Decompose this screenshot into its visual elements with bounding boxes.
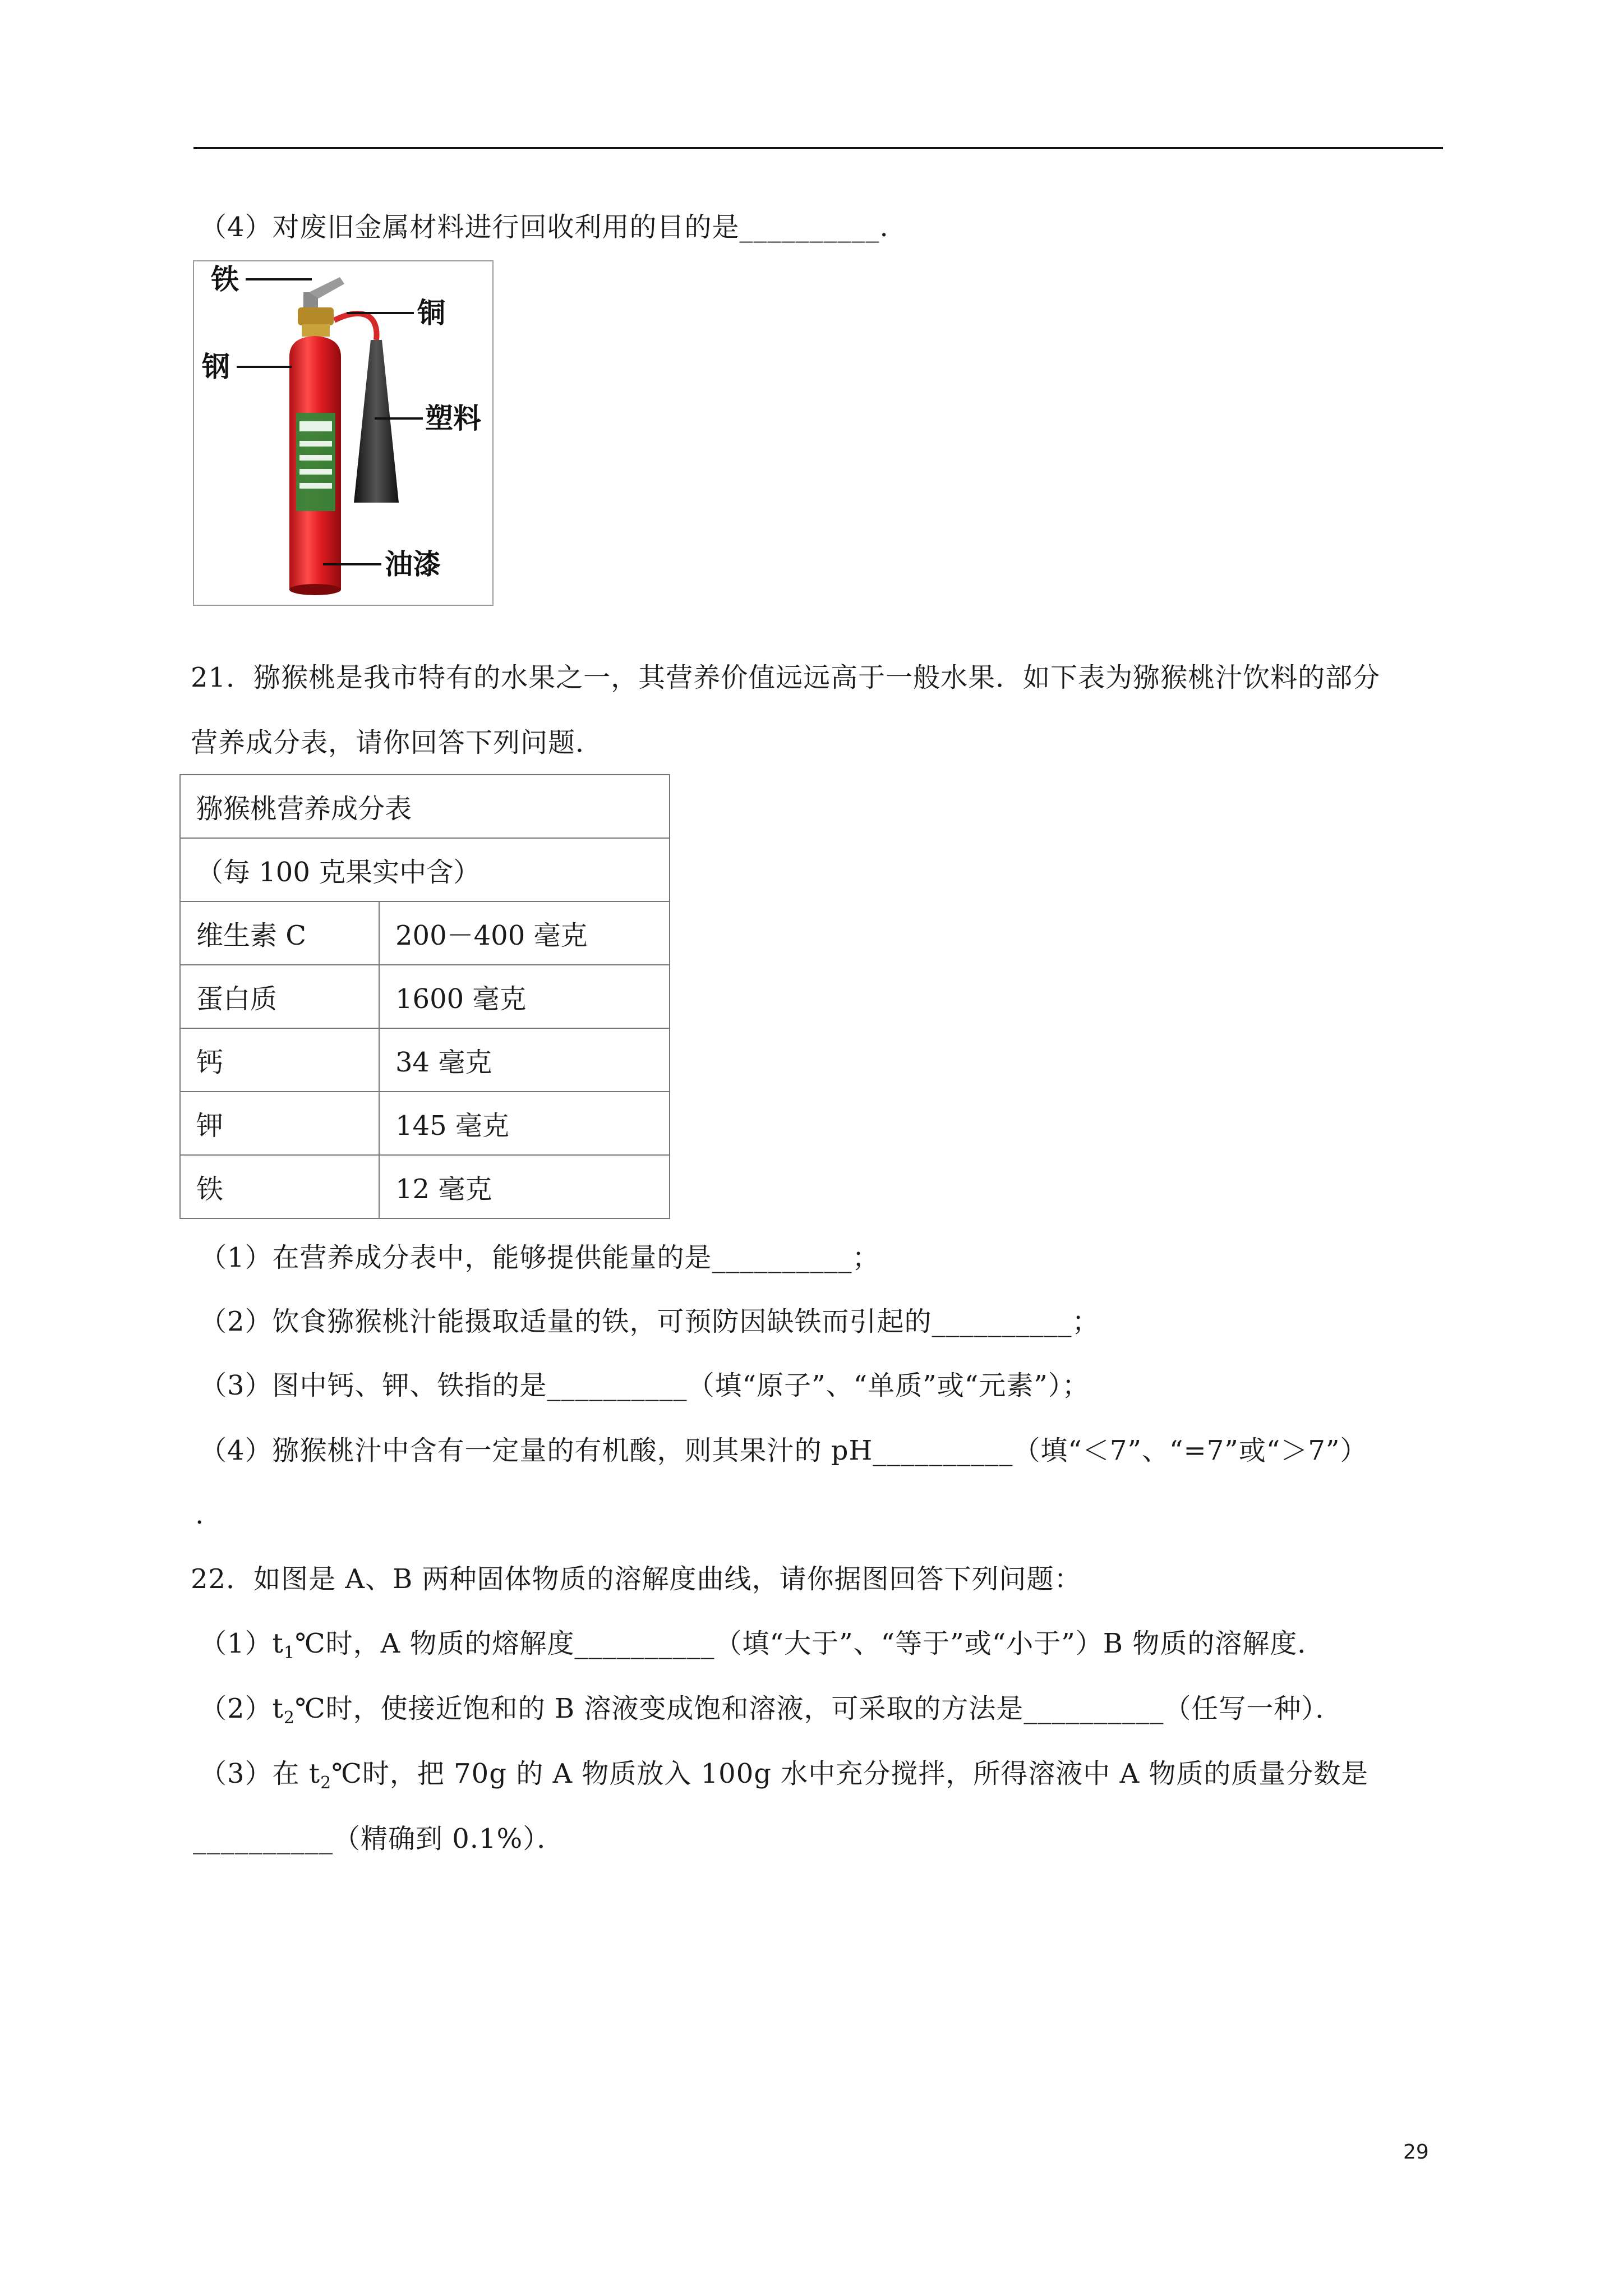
q22-part3-text: ℃时，把 70g 的 A 物质放入 100g 水中充分搅拌，所得溶液中 A 物质的质量分数是 — [331, 1758, 1369, 1789]
table-cell-value: 1600 毫克 — [379, 965, 670, 1028]
q22-stem: 22．如图是 A、B 两种固体物质的溶解度曲线，请你据图回答下列问题： — [191, 1563, 1082, 1595]
table-subtitle-row — [180, 838, 670, 901]
q20-part4: （4）对废旧金属材料进行回收利用的目的是__________. — [200, 211, 889, 243]
q22-part3-line2: __________（精确到 0.1%）． — [193, 1823, 565, 1855]
table-cell-name: 钙 — [180, 1028, 379, 1092]
leader-steel — [237, 366, 292, 368]
page-number: 29 — [1403, 2141, 1429, 2164]
q22-part3 — [200, 1757, 1368, 1800]
leader-plastic — [375, 417, 423, 420]
q22-part3-prefix: （3）在 t — [200, 1758, 321, 1789]
q22-part2-prefix: （2）t — [200, 1693, 284, 1724]
header-rule — [193, 147, 1443, 149]
leader-paint — [323, 563, 381, 565]
table-cell-name: 铁 — [180, 1155, 379, 1218]
label-iron: 铁 — [211, 263, 239, 296]
q21-part4-end: . — [195, 1499, 205, 1530]
q22-part1 — [200, 1627, 1325, 1670]
q21-part1: （1）在营养成分表中，能够提供能量的是__________； — [200, 1242, 880, 1273]
table-row — [180, 1028, 670, 1092]
q22-part1-prefix: （1）t — [200, 1628, 284, 1659]
q21-part4: （4）猕猴桃汁中含有一定量的有机酸，则其果汁的 pH__________（填“＜7”、“=7”或“＞7”） — [200, 1435, 1368, 1466]
leader-copper — [347, 312, 414, 314]
leader-iron — [246, 278, 312, 280]
table-cell-name: 钾 — [180, 1092, 379, 1155]
table-title-row — [180, 775, 670, 838]
table-cell-value: 34 毫克 — [379, 1028, 670, 1092]
table-cell-name: 蛋白质 — [180, 965, 379, 1028]
nutrition-table — [179, 774, 670, 1219]
table-row — [180, 965, 670, 1028]
table-cell-value: 12 毫克 — [379, 1155, 670, 1218]
label-steel: 钢 — [202, 351, 230, 383]
q22-part1-subscript: 1 — [283, 1643, 295, 1663]
fire-extinguisher-figure — [193, 260, 494, 606]
table-cell-name: 维生素 C — [180, 901, 379, 965]
q22-part2-text: ℃时，使接近饱和的 B 溶液变成饱和溶液，可采取的方法是__________（任写一种）． — [294, 1693, 1343, 1724]
table-cell-value: 200－400 毫克 — [379, 901, 670, 965]
table-row — [180, 901, 670, 965]
label-copper: 铜 — [417, 297, 445, 329]
label-paint: 油漆 — [385, 548, 441, 581]
q22-part2 — [200, 1692, 1343, 1735]
q22-part1-text: ℃时，A 物质的熔解度__________（填“大于”、“等于”或“小于”）B 物质的溶解度． — [294, 1628, 1325, 1659]
label-plastic: 塑料 — [425, 402, 481, 435]
table-row — [180, 1092, 670, 1155]
table-title: 猕猴桃营养成分表 — [180, 775, 670, 838]
q21-stem-line2: 营养成分表，请你回答下列问题． — [191, 727, 603, 758]
table-row — [180, 1155, 670, 1218]
q22-part3-subscript: 2 — [320, 1773, 332, 1793]
q21-part2: （2）饮食猕猴桃汁能摄取适量的铁，可预防因缺铁而引起的__________； — [200, 1306, 1100, 1337]
table-cell-value: 145 毫克 — [379, 1092, 670, 1155]
q22-part2-subscript: 2 — [283, 1708, 295, 1728]
q21-stem-line1: 21．猕猴桃是我市特有的水果之一，其营养价值远远高于一般水果．如下表为猕猴桃汁饮料的部分 — [191, 662, 1381, 693]
q21-part3: （3）图中钙、钾、铁指的是__________（填“原子”、“单质”或“元素”）； — [200, 1370, 1090, 1401]
table-subtitle: （每 100 克果实中含） — [180, 838, 670, 901]
